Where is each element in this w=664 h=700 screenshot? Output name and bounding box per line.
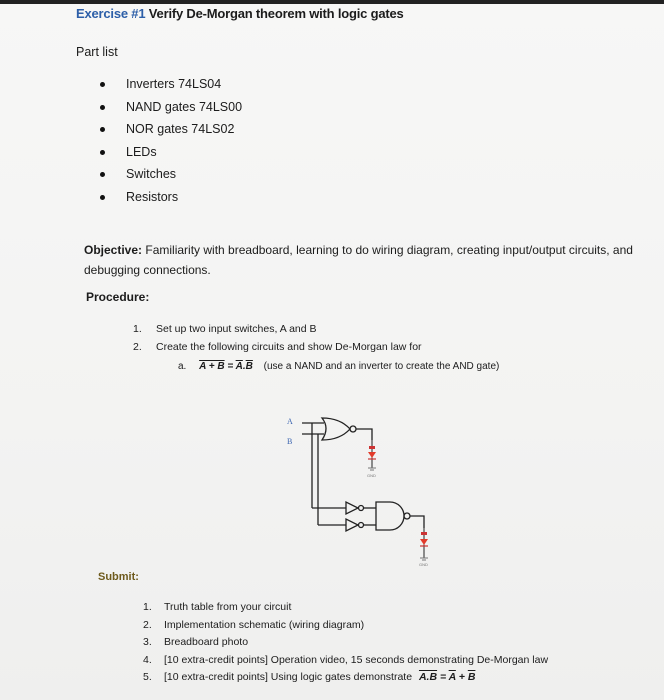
item-number: 5.	[143, 671, 152, 683]
nand-gate	[376, 502, 404, 530]
step-number: 1.	[133, 323, 142, 335]
list-item	[143, 635, 548, 653]
nor-output-wire	[356, 429, 372, 440]
inverter-a	[346, 502, 358, 514]
top-edge	[0, 0, 664, 4]
gnd-label: GND	[419, 562, 428, 567]
input-b-label: B	[287, 437, 293, 446]
list-item: Switches	[96, 166, 242, 189]
list-item	[143, 653, 548, 671]
item-text: Truth table from your circuit	[164, 601, 292, 613]
list-item: Inverters 74LS04	[96, 76, 242, 99]
item-number: 4.	[143, 653, 152, 666]
objective-text: Familiarity with breadboard, learning to do wiring diagram, creating input/output circuits, and debugging connections.	[84, 243, 633, 277]
part-list	[96, 76, 242, 211]
led-bottom	[419, 528, 428, 567]
list-item: NAND gates 74LS00	[96, 99, 242, 122]
list-item	[143, 618, 548, 636]
list-item	[143, 670, 548, 688]
step-text: Set up two input switches, A and B	[156, 323, 317, 335]
procedure-heading: Procedure:	[86, 290, 150, 304]
item-number: 2.	[143, 618, 152, 631]
step-number: 2.	[133, 341, 142, 353]
input-a-label: A	[287, 417, 293, 426]
nand-output-wire	[410, 516, 424, 528]
nand-bubble	[404, 513, 410, 519]
page-title	[76, 6, 404, 21]
list-item	[143, 600, 548, 618]
exercise-number: Exercise #1	[76, 6, 146, 21]
item-text: [10 extra-credit points] Operation video, 15 seconds demonstrating De-Morgan law	[164, 653, 549, 666]
gnd-label: GND	[367, 473, 376, 478]
item-text: [10 extra-credit points] Using logic gates demonstrate	[164, 671, 413, 683]
inverter-b	[346, 519, 358, 531]
part-list-heading: Part list	[76, 45, 118, 59]
item-text: Breadboard photo	[164, 636, 249, 648]
item-number: 3.	[143, 636, 152, 648]
led-top	[367, 440, 376, 478]
objective-paragraph	[84, 240, 654, 280]
demorgan-equation: $A + B = \overline{A}.\overline{B}$	[199, 361, 253, 372]
procedure-substep-a	[178, 361, 499, 372]
substep-label: a.	[178, 361, 187, 372]
list-item: LEDs	[96, 144, 242, 167]
item-number: 1.	[143, 601, 152, 613]
substep-note: (use a NAND and an inverter to create the AND gate)	[263, 361, 500, 372]
nor-bubble	[350, 426, 356, 432]
exercise-title: Verify De-Morgan theorem with logic gates	[148, 6, 404, 21]
objective-label: Objective:	[84, 243, 143, 257]
procedure-step	[133, 322, 422, 340]
list-item: Resistors	[96, 189, 242, 212]
procedure-steps	[133, 322, 422, 358]
submit-list	[143, 600, 548, 688]
nor-gate	[322, 418, 350, 440]
list-item: NOR gates 74LS02	[96, 121, 242, 144]
procedure-step	[133, 340, 422, 358]
submit-heading: Submit:	[98, 571, 139, 583]
demorgan-equation-2: $A.B = \overline{A} + \overline{B}$	[418, 671, 476, 683]
logic-circuit-diagram	[276, 408, 446, 568]
item-text: Implementation schematic (wiring diagram)	[164, 618, 365, 631]
step-text: Create the following circuits and show De-Morgan law for	[156, 341, 422, 353]
